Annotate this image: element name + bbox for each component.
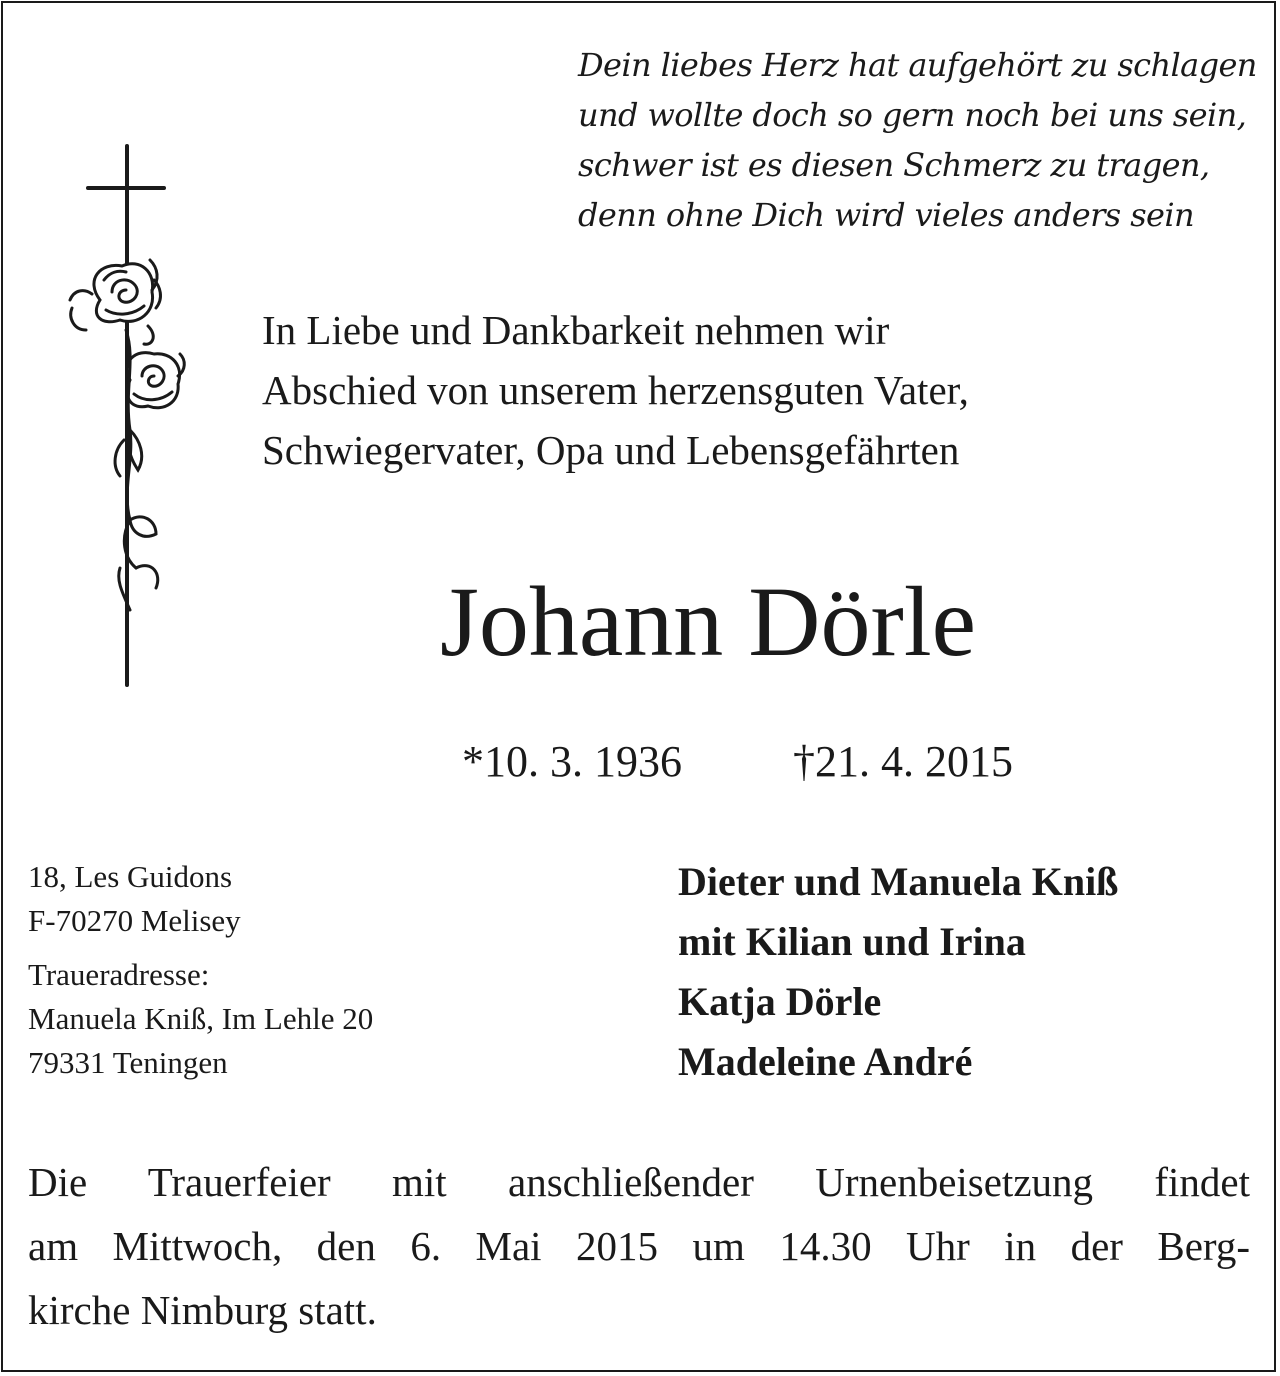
family-line: Katja Dörle <box>678 979 882 1024</box>
family-signatures <box>678 852 1268 1092</box>
mourning-address-label: Traueradresse: <box>28 957 210 992</box>
home-street: 18, Les Guidons <box>28 859 233 894</box>
mourning-street: Manuela Kniß, Im Lehle 20 <box>28 1001 374 1036</box>
ceremony-line: Die Trauerfeier mit anschließender Urnenbeisetzung findet <box>28 1159 1250 1205</box>
mourning-city: 79331 Teningen <box>28 1045 228 1080</box>
deceased-name: Johann Dörle <box>440 566 976 677</box>
home-city: F-70270 Melisey <box>28 903 241 938</box>
ceremony-line: kirche Nimburg statt. <box>28 1287 377 1333</box>
birth-date: *10. 3. 1936 <box>462 737 682 786</box>
cross-with-roses-icon <box>60 140 200 700</box>
address-gap <box>28 943 548 953</box>
family-line: Dieter und Manuela Kniß <box>678 859 1119 904</box>
ceremony-info <box>28 1150 1250 1342</box>
family-line: mit Kilian und Irina <box>678 919 1026 964</box>
death-date: †21. 4. 2015 <box>793 737 1013 786</box>
poem-line: schwer ist es diesen Schmerz zu tragen, <box>578 146 1210 184</box>
intro-text <box>262 300 1222 480</box>
poem-line: Dein liebes Herz hat aufgehört zu schlagen <box>578 46 1257 84</box>
address-block <box>28 855 548 1085</box>
poem <box>578 40 1268 240</box>
intro-line: In Liebe und Dankbarkeit nehmen wir <box>262 307 890 353</box>
intro-line: Schwiegervater, Opa und Lebensgefährten <box>262 427 960 473</box>
family-line: Madeleine André <box>678 1039 973 1084</box>
poem-line: denn ohne Dich wird vieles anders sein <box>578 196 1194 234</box>
poem-line: und wollte doch so gern noch bei uns sein, <box>578 96 1247 134</box>
ceremony-line: am Mittwoch, den 6. Mai 2015 um 14.30 Uhr in der Berg- <box>28 1223 1250 1269</box>
life-dates <box>462 732 1162 792</box>
intro-line: Abschied von unserem herzensguten Vater, <box>262 367 969 413</box>
